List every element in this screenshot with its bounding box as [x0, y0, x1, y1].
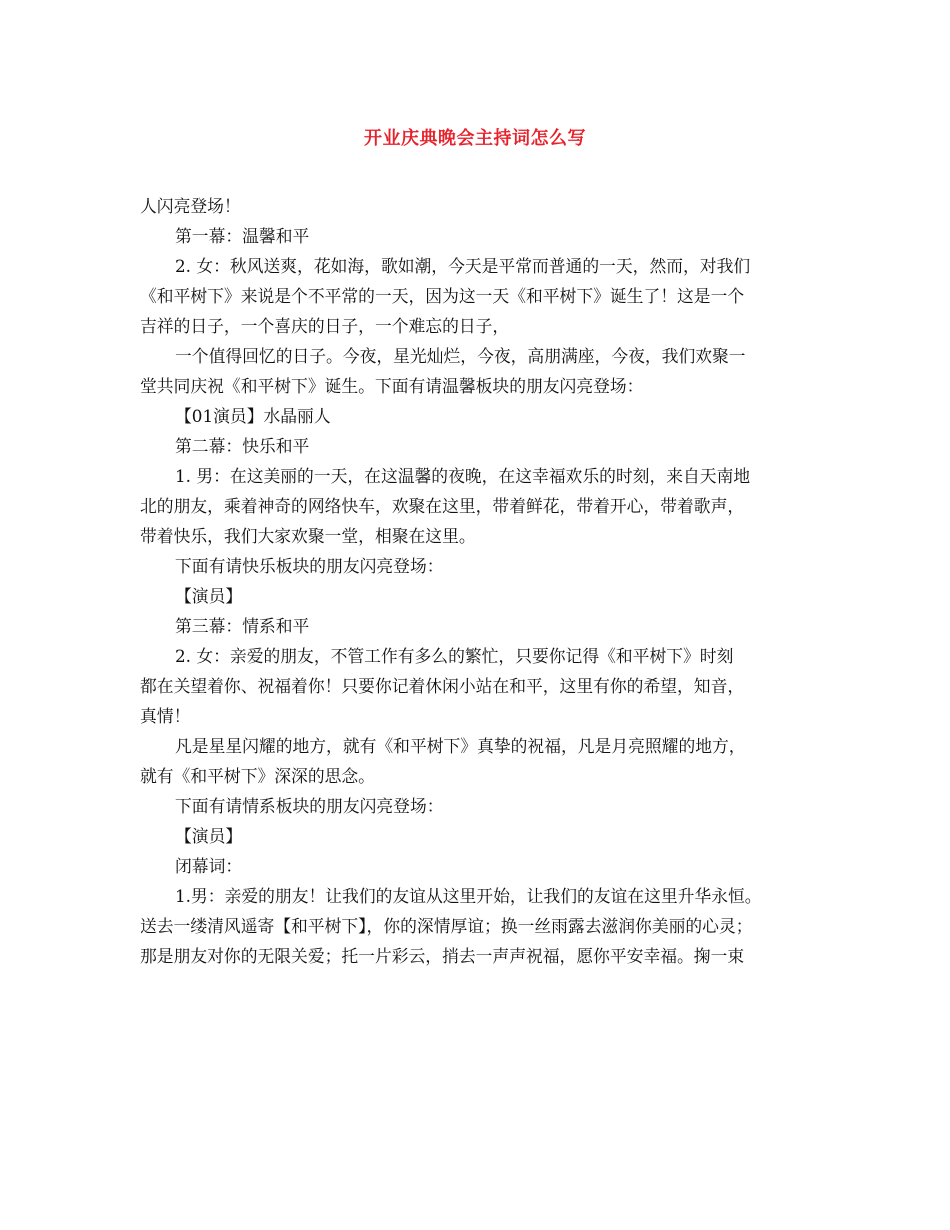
text-line: 第一幕：温馨和平 — [175, 226, 310, 246]
document-title: 开业庆典晚会主持词怎么写 — [364, 128, 586, 149]
text-line: 2. 女：秋风送爽，花如海，歌如潮，今天是平常而普通的一天，然而，对我们 — [175, 256, 751, 276]
text-line: 真情！ — [140, 706, 191, 726]
text-line: 北的朋友，乘着神奇的网络快车，欢聚在这里，带着鲜花，带着开心，带着歌声， — [140, 496, 745, 516]
text-line: 那是朋友对你的无限关爱；托一片彩云，捎去一声声祝福，愿你平安幸福。掬一束 — [140, 946, 745, 966]
text-line: 《和平树下》来说是个不平常的一天，因为这一天《和平树下》诞生了！这是一个 — [140, 286, 745, 306]
text-line: 1.男：亲爱的朋友！让我们的友谊从这里开始，让我们的友谊在这里升华永恒。 — [175, 886, 762, 906]
text-line: 第二幕：快乐和平 — [175, 436, 310, 456]
text-line: 下面有请快乐板块的朋友闪亮登场： — [175, 556, 444, 576]
text-line: 【01演员】水晶丽人 — [175, 406, 331, 426]
text-line: 带着快乐，我们大家欢聚一堂，相聚在这里。 — [140, 526, 476, 546]
text-line: 2. 女：亲爱的朋友，不管工作有多么的繁忙，只要你记得《和平树下》时刻 — [175, 646, 734, 666]
text-line: 送去一缕清风遥寄【和平树下】，你的深情厚谊；换一丝雨露去滋润你美丽的心灵； — [140, 916, 753, 936]
text-line: 人闪亮登场！ — [140, 196, 241, 216]
text-line: 堂共同庆祝《和平树下》诞生。下面有请温馨板块的朋友闪亮登场： — [140, 376, 644, 396]
text-line: 闭幕词： — [175, 856, 243, 876]
text-line: 【演员】 — [175, 586, 243, 606]
text-line: 第三幕：情系和平 — [175, 616, 310, 636]
document-body — [140, 191, 830, 971]
text-line: 一个值得回忆的日子。今夜，星光灿烂，今夜，高朋满座，今夜，我们欢聚一 — [175, 346, 746, 366]
text-line: 都在关望着你、祝福着你！只要你记着休闲小站在和平，这里有你的希望，知音， — [140, 676, 745, 696]
text-line: 吉祥的日子，一个喜庆的日子，一个难忘的日子， — [140, 316, 510, 336]
text-line: 【演员】 — [175, 826, 243, 846]
text-line: 下面有请情系板块的朋友闪亮登场： — [175, 796, 444, 816]
text-line: 就有《和平树下》深深的思念。 — [140, 766, 375, 786]
text-line: 凡是星星闪耀的地方，就有《和平树下》真挚的祝福，凡是月亮照耀的地方， — [175, 736, 746, 756]
text-line: 1. 男：在这美丽的一天，在这温馨的夜晚，在这幸福欢乐的时刻，来自天南地 — [175, 466, 751, 486]
